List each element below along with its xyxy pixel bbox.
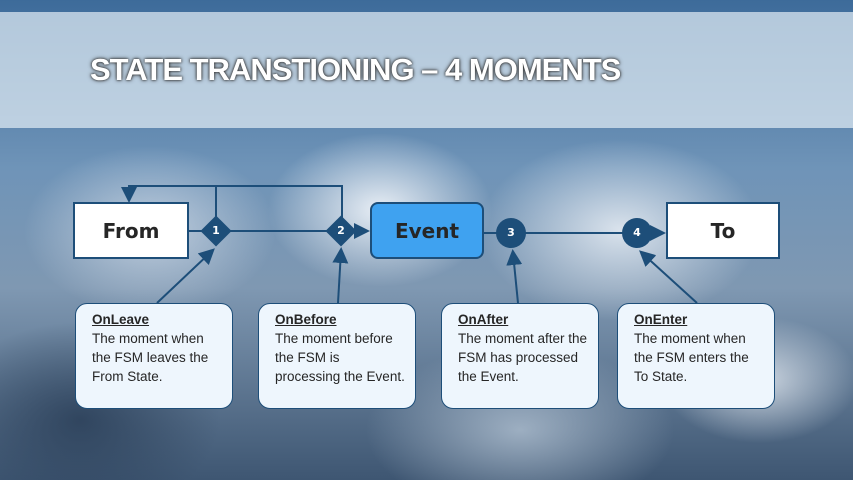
slide-title: STATE TRANSTIONING – 4 MOMENTS [90,52,621,87]
event-box: Event [370,202,484,259]
callout-heading: OnAfter [458,312,509,327]
callout-heading: OnLeave [92,312,150,327]
callout-onenter [617,303,775,409]
pointer-3 [513,253,518,303]
callout-text: The moment when the FSM leaves the From State. [92,331,209,384]
state-from: From [73,202,189,259]
callout-onafter [441,303,599,409]
pointer-4 [642,253,697,303]
loop-line [216,186,342,218]
callout-heading: OnEnter [634,312,688,327]
marker-label-3: 3 [507,226,515,239]
marker-label-4: 4 [633,226,641,239]
callout-heading: OnBefore [275,312,337,327]
callout-text: The moment before the FSM is processing the Event. [275,331,405,384]
callout-text: The moment when the FSM enters the To State. [634,331,749,384]
callout-onbefore [258,303,416,409]
marker-label-1: 1 [212,224,220,237]
state-to: To [666,202,780,259]
loop-back-arrow [129,186,216,199]
marker-label-2: 2 [337,224,345,237]
callout-onleave [75,303,233,409]
pointer-2 [338,251,341,303]
callout-text: The moment after the FSM has processed the Event. [458,331,588,384]
